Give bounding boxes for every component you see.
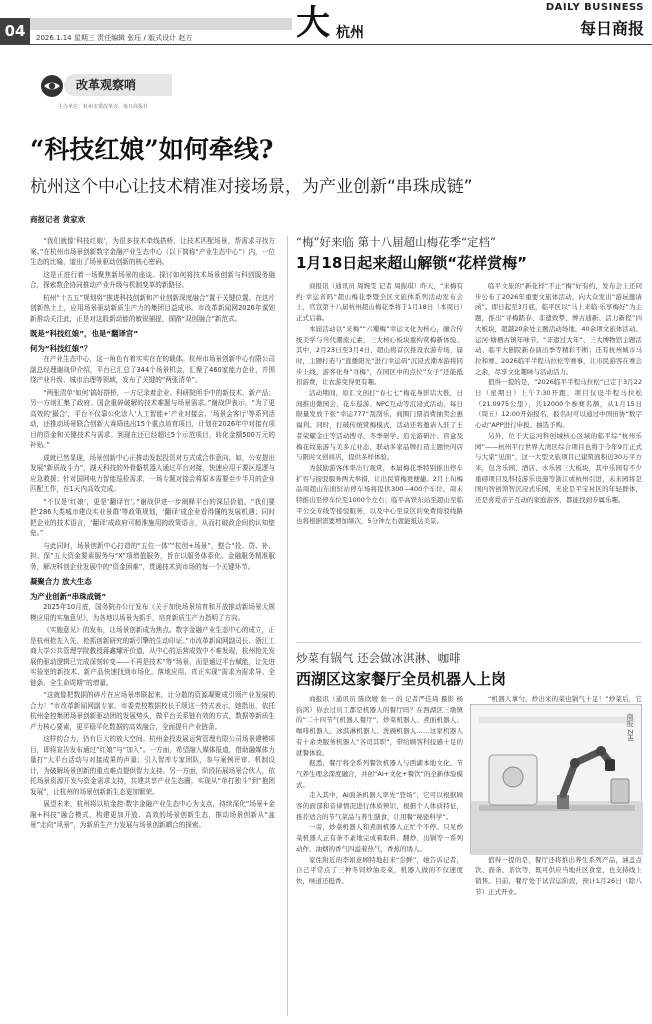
- robot-story-title: 西湖区这家餐厅全员机器人上岗: [296, 670, 507, 688]
- robot-kitchen-photo: [470, 704, 642, 854]
- subheadline: 杭州这个中心让技术精准对接场景，为产业创新“串珠成链”: [30, 177, 473, 197]
- paper-name: 每日商报: [579, 19, 644, 38]
- section-big-char: 大: [296, 3, 330, 43]
- article-paragraph: 2025年10月底，国务院办公厅发布《关于加快场景培育和开放推动新场景大规模应用的实施意见》，为各地以场景为抓手，培育新质生产力指明了方向。: [30, 603, 275, 622]
- masthead: [0, 0, 652, 44]
- article-paragraph: “我们就像‘科技红娘’，为很多技术牵线搭桥，让技术匹配场景，帮需求寻找方案。”在杭州市场景创新数字金融产业生态中心（以下简称“产业生态中心”）内，一位生态的比喻，道出了场景驱动创新的核心密码。: [30, 237, 275, 266]
- paper-english-name: DAILY BUSINESS: [545, 2, 644, 13]
- dateline: 2026.1.14 星期三 责任编辑 张珏 / 版式设计 赵方: [36, 34, 193, 42]
- masthead-rule: [30, 18, 292, 30]
- article-paragraph: “不仅是‘红娘’，更是‘翻译官’。”谢战伊进一步阐释平台的深层价值，“我们要把‘286大类城市建设实业景群’等政策规划，‘翻译’成企业看得懂的发展机遇；同时把企业的技术语言，‘翻译’成政府可精准施用的政策语言，从而打破政企间的认知壁垒。”: [30, 497, 275, 537]
- plum-story-paragraph: 活动期间，原汇文创打“春七七”梅花身影话大惟，日间推出微园会、花车巡游、NPC互动等沉浸式活动，每日限量发放千张“幸运777”刮刮乐，商圈门票消费抽奖会惠福利。同时，打破传统赏梅模式，活动还将邀请入驻了王者荣耀金庄等活动搜寻、冬季研学、追光游研汁、盲盒及梅花纹旅游与美多元业态，联动多家品牌打造主题快闪店与限时文创商店，提供多样体验。: [296, 389, 463, 462]
- section-subheading: 何为“科技红娘”？: [30, 344, 92, 353]
- photo-caption: 商报 ZHI: [626, 713, 634, 742]
- robot-story-paragraph: 值得一提的是，餐厅还将推出养生系列产品，涵盖点饮、面条、茶饮等，既可供应当地社区食堂，也支持线上销售。目前，餐厅处于试营运阶段，预计1月26日（除八节）正式开业。: [475, 855, 642, 896]
- article-paragraph: 这样的合力，仍有巨大的放大空间。杭州金投发展运营管理有限公司场景建模项目，即将宣告发布通过“红娘”与“加入”。一方面，希望融入媒体报道，借助融媒体力量打“大平台活动与对接成果的声量；引入智库专家团队，参与案例评审、机制设计，为破解场景创新的重点难点提供智力支持。另一方面，阶段拓展场景合伙人，依托场景资源开发与资金需求支持，共建共享产业生态圈，实现从“单打独斗”到“抱团发展”，让杭州的场景创新新生态更加繁荣。: [30, 735, 275, 796]
- robot-story-paragraph: 走入其中，AI面条机器人率先“登场”，它可以根据顾客的面部和音律情况进行体质辨识，根据个人体质特征，推荐适合的节气菜品与养生膳食，让用餐“秘密科学”。: [296, 791, 463, 821]
- article-paragraph: 在产业生态中心，这一角色有着实实在在的载体。杭州市场景创新中心有限公司副总经理谢战伊介绍，平台已汇总了344个场景机会，汇聚了460家能力企业，并围绕产业升级、城市治理等领域，发布了关键的“两张清单”。: [30, 355, 275, 384]
- plum-story-paragraph: 临平文旅的“新花样”不止“梅”好有约，发布会上还同步公布了2026年重要文旅体活动，向大众发出“游玩邀请函”。即日起至3月底，临平区以“马上来临·乐享梅好”为主题，推出“寻梅踏春、非遗致梦、博古通新、活力新程”四大板块，超越20余处主题活动场地，40余项文旅体活动。运河·塘栖古镇年味节、“非遗过大年”、三大博物馆主题活动、临平大剧院新春演出季等精彩不断；还有杭州城市马拉和赛、2026临平半程马拉松等赛事，让市民游客在赛会之余，尽享文化趣味与活动活力。: [475, 282, 642, 376]
- robot-arm-photo-icon: [471, 705, 643, 855]
- plum-story-body: [296, 281, 642, 661]
- robot-story-paragraph: 据悉，餐厅将全系列餐饮机器人与西湖本地文化、节气养生理念深度融合，并创“AI+文化+餐饮”的全新体验模式。: [296, 759, 463, 789]
- robot-story-paragraph: 一旁，炒菜机器人和煮面机器人正忙个不停。只见炒菜机器人正有条不紊地完成着取料、翻炒、出锅等一系列动作，油烟的香气四溢着热气，香蕉的诱人。: [296, 823, 463, 853]
- article-paragraph: 与此同时，场景创新中心打造的“五位一体”“杭创+场景”，整合“投、贷、补、担、保”五大资金要素服务与“X”项增值服务，旨在以服务体系化、金融服务精准服务，解决科创企业发展中的“资金困难”，贯通技术到市场的每一个关键环节。: [30, 541, 275, 571]
- plum-festival-story: [296, 234, 642, 661]
- main-article-body: [30, 236, 275, 1016]
- column-name: 改革观察哨: [64, 74, 172, 96]
- section-subheading: 凝聚合力 放大生态: [30, 577, 92, 586]
- plum-story-kicker: “梅”好来临 第十八届超山梅花季“定档”: [296, 235, 496, 249]
- robot-story-paragraph: “机器人拿勺，炒出来的菜也锅气十足！”炒菜后，它: [488, 695, 642, 703]
- byline: 商报记者 黄家欢: [30, 215, 86, 224]
- page-number: 04: [0, 18, 30, 44]
- article-paragraph: 成就已然显现，场景创新中心正推动发起投资对方式成合作意向。如，公安提出发展“新质战斗力”，湖天科技的外骨骼机器人通过平台对接，快速应用于要区巡逻与应急救援；针对国网电力智能巡检需求，一场专题对接会将原本需要至少半月的企业匹配工作，在1天内高效完成。: [30, 453, 275, 493]
- plum-story-paragraph: 商报讯（通讯员 周婉雯 记者 周振琪）昨天，“来梅有约·幸运省吗”超山梅花季暨全区文旅体系列活动发布会上，官宣第十八届杭州超山梅花季将于1月18日（本周日）正式启幕。: [296, 282, 463, 323]
- column-sponsor: 主办单位：杭州市委改革办、每日商报社: [58, 104, 149, 110]
- robot-restaurant-story: [296, 650, 642, 689]
- plum-story-title: 1月18日起来超山解锁“花样赏梅”: [296, 254, 528, 272]
- robot-story-paragraph: 商报讯（通讯员 陈欣媛 张一 的 记者严佳琦 摄影 杨钧鸿）你去过员工都是机器人的餐厅吗？在西湖区三墩镇的“二十四节气机器人餐厅”，炒菜机器人、煮面机器人、咖啡机器人、冰淇淋机器人、洗碗机器人……这家机器人有十余类服务机器人“各司其职”，带给顾客科技感十足的就餐体验。: [296, 695, 463, 757]
- robot-story-kicker: 炒菜有锅气 还会做冰淇淋、咖啡: [296, 651, 461, 665]
- column-divider: [287, 236, 288, 1016]
- article-paragraph: 《实施意见》的发布，让场景创新成为焦点。数字金融产业生态中心的成立，正是杭州抢先入先、抢抓创新研究的新引擎的生动印证。”市改革新闻网副司长、浙江工商大学公共管理学院教授蒋鑫耀评价道，从中心的运营成效中不难发现，杭州抢先发展的驱动逻辑已完成深刻转变——不再是技术“等”场景，而是通过平台赋能，让先进实验室的新技术、新产品快速找到市场化、落地应用，真正实现“需求为需求导、全链条、全生命周期”的增量。: [30, 626, 275, 687]
- article-paragraph: “两张清单‘如何’搞好搭桥，一方记录着企业、科研院所手中的新技术、新产品；另一方则汇集了政府、国企重碎破解的技术难题与场景需求。”谢战伊表示，“为了更高效的‘撮合’，平台不仅靠公化涂入‘人工智能+’产业对接会、‘场景会客厅’等系列活动，还推动场景联合创新大赛筛选出15个重点培育项目，计划在2026年中对接有项目的资金和关键技术与需求。到现在还已经超过5个示范项目，转化金额500万元的补贴。”: [30, 388, 275, 449]
- section-subheading: 为产业创新“串珠成链”: [30, 592, 107, 601]
- article-paragraph: “这就像把数据的碎片在应场景串联起来，让分散的资源凝聚成引领产业发展的合力！”市改革新闻网副专家、市委党校数据校长王颂这一特式表示，她指出，依托杭州金控集团场景创新驱动团的发展势头，做平台关系链有效的方式，数据等新质生产力核心要素，更平稳平化数据的高效融合，全面提升产业链条。: [30, 691, 275, 731]
- section-subheading: 既是“科技红娘”，也是“翻译官”: [30, 329, 139, 338]
- plum-story-paragraph: 另外，位于大运河科创城核心区域的临平综“杭州乐园”——杭州平行世界大湾区综合项目也将于今年9月正式与大家“见面”，这一大型文旅项目已建筑面积近30万平方米，包含乐园、酒店、水乐园三大板块，其中乐园有不少重磅项目及科技游乐设施等浙江或杭州引进，未来园将是国内智创领智沉浸式乐园，无论是平宝衬区的年轻群体，还是喜爱亲子互动的家庭游客，都能找到专属乐趣。: [475, 431, 642, 505]
- headline: “科技红娘”如何牵线?: [30, 135, 274, 164]
- story-divider: [296, 642, 642, 643]
- plum-story-paragraph: 本届活动以“来梅”“六瓣梅”幸运文化为核心，融合传统美学与当代潮流元素，三大核心板块重构赏梅新体验。其中，2月23日至3月4日，超山将首次推设农游专场，届时，主题打造与“直播阳光”进行幸运码“沉浸式潮本游将同步上线，游客化身“寻梅”，在园区中的点位“女子”还能抵扣游费，让农游变得更有趣。: [296, 324, 463, 387]
- section-city: 杭州: [336, 25, 364, 41]
- article-paragraph: 展望未来，杭州将以杭金控·数字金融产业生态中心为支点，持续深化“场景+金融+科技”融合模式，构建更加开放、高效的场景创新生态，推动场景创新从“盆景”走向“风景”，为新质生产力发展与场景创新耦合的探索。: [30, 800, 275, 829]
- robot-story-paragraph: 家住附近的李娟意顾特地赶来“尝鲜”，她告诉记者，自己平常点了三种冬饲炒油麦菜，机器人做的不仅速度快，味道还挺香。: [296, 855, 463, 885]
- article-paragraph: 杭州“十五五”规划将“推进科技创新和产业创新深度融合”置于关键位置。在这片创新热土上，应用场景驱动新质生产力的集团目益成形。市改革新闻网2026年谋划新推动关注此，正是对这股新动能的敏锐捕捉，探路“双创融合”新范式。: [30, 293, 275, 323]
- plum-story-paragraph: 值得一提的是，“2026临平半程马拉松”已定于3月22日（星期日）上午7:30开跑，项目仅设半程马拉松（21.0975公里），共12000个参赛名额，从1月15日（周五）12:00开始报名，报名时可以通过中国田协“数字心动”APP进行申报、抽选予购。: [475, 378, 642, 430]
- article-paragraph: 这是正进行着一场聚焦新场景的座谈。探讨如何将技术场景创新与科创服务融合，探索数企协同推动产业升级与机制变革的新路径。: [30, 270, 275, 289]
- masthead-divider: [0, 44, 652, 45]
- plum-story-paragraph: 为鼓励游客体率出行观赏，本届梅花季特别推出停车扩容与接驳服务两大举措，让出民赏梅更便捷。2月上旬梅品周超山东面驻站停车场将提供300—400个车位，周末特推出至停车位至1000个左右；临平高铁东站至超山至临平公交专线等接驳服务，以及中心至景区的免费接驳线路也将根据需要增加频次，5分钟左右就能抵达美景。: [296, 463, 463, 526]
- eye-badge-icon: [40, 74, 64, 98]
